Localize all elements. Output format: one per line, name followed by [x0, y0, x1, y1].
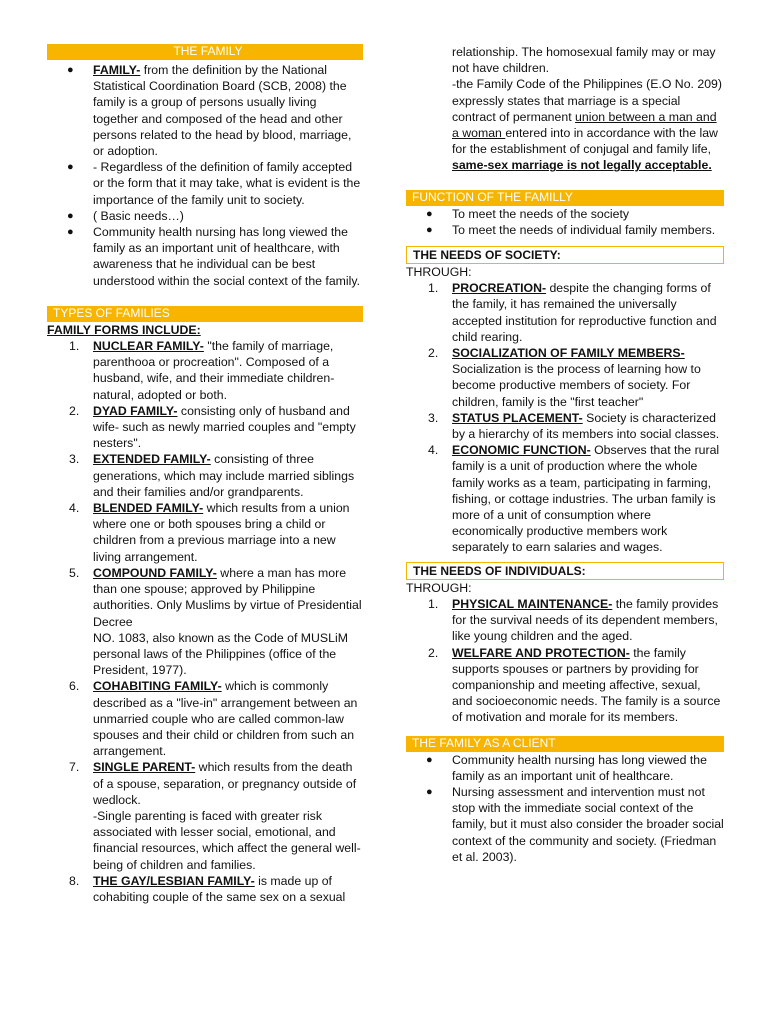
client-item: ● Community health nursing has long viewed the family as an important unit of healthcare.: [426, 752, 707, 783]
section-header-function: FUNCTION OF THE FAMILLY: [406, 190, 724, 206]
family-forms-label: FAMILY FORMS INCLUDE:: [47, 322, 201, 337]
section-header-types-of-families: TYPES OF FAMILIES: [47, 306, 363, 322]
bullet-icon: ●: [67, 161, 74, 174]
bullet-icon: ●: [426, 223, 433, 236]
bullet-basic-needs: ● ( Basic needs…): [67, 208, 184, 223]
list-item: [406, 280, 724, 345]
item-number: 1.: [428, 596, 439, 611]
bullet-community-health: ● Community health nursing has long viewed the family as an important unit of healthcare, with awareness that he individual can be best understood within the social context of the family.: [67, 225, 361, 288]
item-text: consisting of three generations, which may include married siblings and their families and/or grandparents.: [93, 452, 355, 499]
individuals-list: [406, 596, 724, 726]
item-term: NUCLEAR FAMILY-: [93, 339, 204, 354]
list-item: [47, 338, 363, 403]
item-term: COHABITING FAMILY-: [93, 679, 222, 694]
item-text: despite the changing forms of the family, it has remained the universally accepted institution for reproductive function and child rearing.: [452, 281, 717, 344]
list-item: [47, 403, 363, 452]
item-term: PHYSICAL MAINTENANCE-: [452, 596, 613, 611]
list-item: [406, 410, 724, 442]
item-number: 3.: [428, 410, 439, 425]
list-item: [47, 500, 363, 565]
item-text: which is commonly described as a "live-in" arrangement between an unmarried couple who are called common-law spouses and their child or children from such an arrangement.: [93, 679, 358, 759]
item-term: WELFARE AND PROTECTION-: [452, 645, 630, 660]
list-item: [406, 645, 724, 726]
list-item: [406, 345, 724, 410]
item-text: the family provides for the survival needs of its dependent members, like young children and the aged.: [452, 596, 719, 644]
item-text: which results from a union where one or both spouses bring a child or children from a previous marriage into a new living arrangement.: [93, 501, 350, 564]
bullet-icon: ●: [67, 64, 74, 76]
bullet-icon: ●: [67, 226, 74, 239]
item-text: consisting only of husband and wife- such as newly married couples and "empty nesters".: [93, 403, 356, 451]
item-term: SOCIALIZATION OF FAMILY MEMBERS-: [452, 346, 685, 361]
section-header-family-as-client: THE FAMILY AS A CLIENT: [406, 736, 724, 752]
item-text: is made up of cohabiting couple of the same sex on a sexual: [93, 873, 346, 904]
item-term: STATUS PLACEMENT-: [452, 410, 583, 425]
section-header-the-family: THE FAMILY: [47, 44, 363, 60]
bullet-family-definition: ● FAMILY- from the definition by the National Statistical Coordination Board (SCB, 2008) the family is a group of persons usually living together and composed of the head and other persons related to the head by blood, marriage, or adoption.: [67, 63, 352, 159]
bullet-regardless: ● - Regardless of the definition of family accepted or the form that it may take, what is evident is the importance of the family unit to society.: [67, 160, 361, 207]
item-number: 6.: [69, 679, 80, 694]
item-extra-text: Socialization is the process of learning how to become productive members of society. For children, family is the "first teacher": [452, 362, 701, 409]
item-term: EXTENDED FAMILY-: [93, 452, 211, 467]
bullet-icon: ●: [426, 207, 433, 220]
list-item: [406, 596, 724, 645]
section-header-needs-of-society: THE NEEDS OF SOCIETY:: [406, 246, 724, 264]
client-item: ● Nursing assessment and intervention must not stop with the immediate social context of the family, but it must also consider the broader social context of the community and society. (Friedman et al. 2003).: [426, 784, 724, 864]
bullet-icon: ●: [426, 785, 433, 798]
bullet-icon: ●: [67, 209, 74, 222]
item-number: 3.: [69, 452, 80, 467]
item-number: 2.: [428, 346, 439, 361]
item-number: 2.: [69, 403, 80, 418]
function-item: ● To meet the needs of the society: [426, 206, 630, 221]
item-text: Society is characterized by a hierarchy of its members into social classes.: [452, 410, 720, 442]
society-through: THROUGH:: [406, 265, 472, 280]
society-list: [406, 280, 724, 555]
item-text: Observes that the rural family is a unit of production where the whole family works as a team, participating in farming, fishing, or cottage industries. The urban family is more of a unit of consumption where economically productive members work separately to earn salaries and wages.: [452, 443, 720, 555]
item-number: 8.: [69, 873, 80, 888]
item-term: PROCREATION-: [452, 281, 547, 296]
list-item: [406, 442, 724, 555]
item-term: ECONOMIC FUNCTION-: [452, 443, 591, 458]
item-number: 2.: [428, 645, 439, 660]
item-text: the family supports spouses or partners by providing for companionship and meeting affective, sexual, and socioeconomic needs. The family is a source of motivation and morale for its members.: [452, 645, 721, 725]
item-term: THE GAY/LESBIAN FAMILY-: [93, 873, 255, 888]
item-text: "the family of marriage, parenthooa or procreation". Composed of a husband, wife, and their immediate children- natural, adopted or both.: [93, 339, 335, 402]
item-text: which results from the death of a spouse, separation, or pregnancy outside of wedlock.: [93, 760, 357, 807]
list-item: [47, 678, 363, 759]
bullet-icon: ●: [426, 753, 433, 766]
item-number: 7.: [69, 760, 80, 775]
list-item: [47, 759, 363, 872]
family-code-paragraph: -the Family Code of the Philippines (E.O No. 209) expressly states that marriage is a special contract of permanent union between a man and a woman entered into in accordance with the law for the establishment of conjugal and family life, same-sex marriage is not legally acceptable.: [452, 77, 722, 173]
item-term: SINGLE PARENT-: [93, 760, 196, 775]
section-header-needs-of-individuals: THE NEEDS OF INDIVIDUALS:: [406, 562, 724, 580]
function-item: ● To meet the needs of individual family members.: [426, 222, 716, 237]
item-number: 4.: [69, 501, 80, 516]
list-item: [47, 873, 363, 905]
item-text: where a man has more than one spouse; approved by Philippine authorities. Only Muslims by virtue of Presidential Decree: [93, 565, 362, 629]
item-number: 4.: [428, 443, 439, 458]
left-column: [47, 0, 363, 905]
item-term: COMPOUND FAMILY-: [93, 565, 217, 580]
item-term: DYAD FAMILY-: [93, 403, 178, 418]
item-extra-text: NO. 1083, also known as the Code of MUSLiM personal laws of the Philippines (office of the President, 1977).: [93, 630, 348, 678]
individuals-through: THROUGH:: [406, 580, 472, 595]
item-extra-text: -Single parenting is faced with greater risk associated with lesser social, emotional, and financial resources, which affect the general well-being of children and families.: [93, 808, 361, 872]
item-number: 1.: [428, 281, 439, 296]
item-term: BLENDED FAMILY-: [93, 501, 204, 516]
item-number: 5.: [69, 565, 80, 580]
types-list: [47, 338, 363, 905]
continued-text: relationship. The homosexual family may or may not have children. -the Family Code of the Philippines (E.O No. 209) expressly states that marriage is a special contract of permanent union between a man and a woman entered into in accordance with the law for the establishment of conjugal and family life, same-sex marriage is not legally acceptable.: [406, 44, 724, 174]
right-column: [406, 0, 724, 865]
list-item: [47, 451, 363, 500]
list-item: [47, 565, 363, 678]
item-number: 1.: [69, 339, 80, 354]
